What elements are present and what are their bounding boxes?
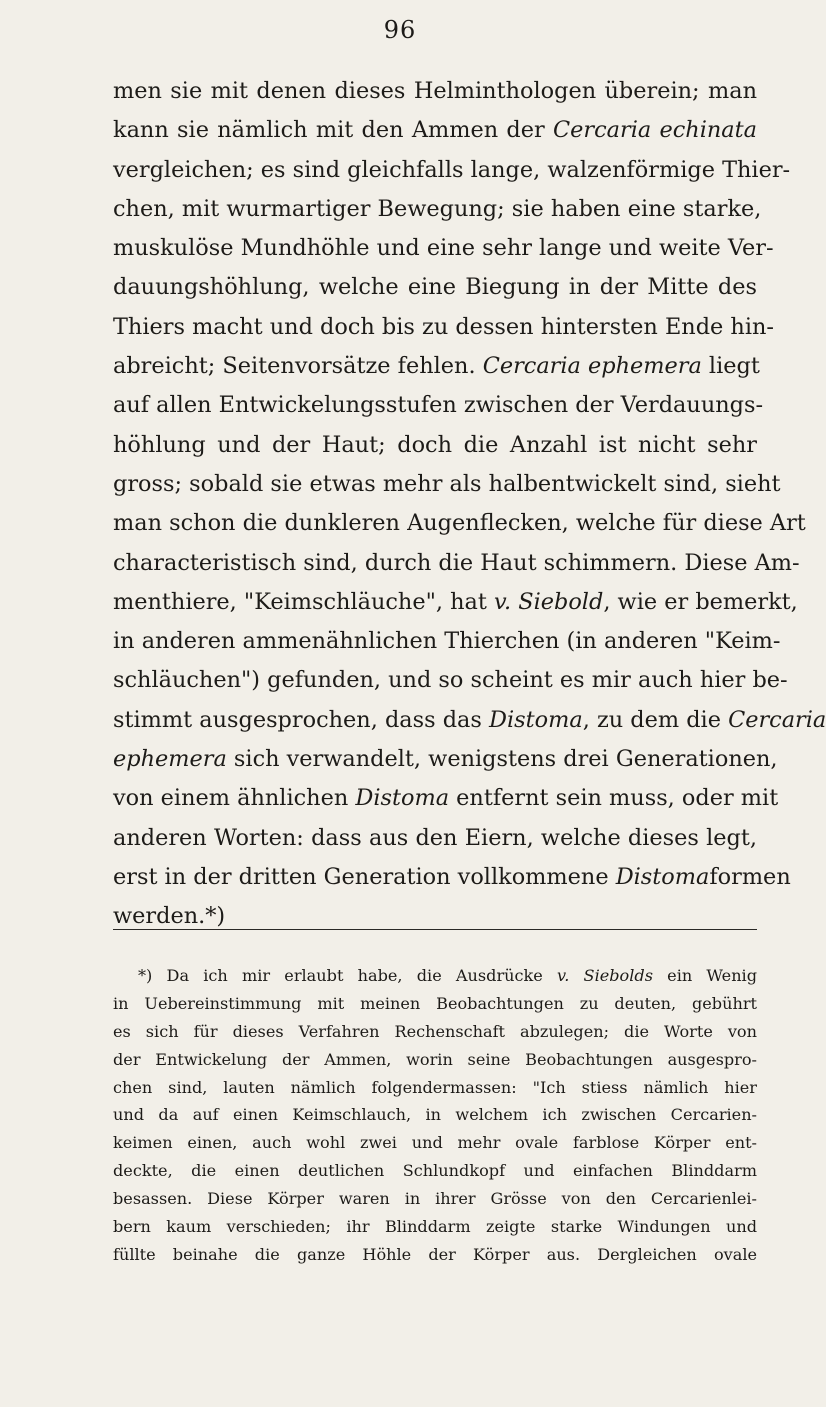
footnote-line: der Entwickelung der Ammen, worin seine Beobachtungen ausgespro- bbox=[113, 1049, 757, 1069]
footnote-line: deckte, die einen deutlichen Schlundkopf und einfachen Blinddarm bbox=[113, 1161, 757, 1181]
text-line: Thiers macht und doch bis zu dessen hintersten Ende hin- bbox=[113, 313, 774, 340]
footnote bbox=[113, 962, 757, 1269]
text-line: kann sie nämlich mit den Ammen der Cercaria echinata bbox=[113, 117, 757, 144]
text-line: abreicht; Seitenvorsätze fehlen. Cercaria ephemera liegt bbox=[113, 353, 760, 380]
text-line: werden.*) bbox=[113, 903, 226, 930]
text-line: characteristisch sind, durch die Haut schimmern. Diese Am- bbox=[113, 549, 800, 576]
footnote-line: *) Da ich mir erlaubt habe, die Ausdrücke v. Siebolds ein Wenig bbox=[138, 966, 758, 985]
text-line: stimmt ausgesprochen, dass das Distoma, zu dem die Cercaria bbox=[113, 706, 826, 733]
text-line: in anderen ammenähnlichen Thierchen (in anderen "Keim- bbox=[113, 628, 781, 655]
footnote-line: und da auf einen Keimschlauch, in welchem ich zwischen Cercarien- bbox=[113, 1105, 757, 1125]
footnote-divider bbox=[113, 929, 757, 930]
page-number: 96 bbox=[383, 16, 417, 44]
footnote-line: bern kaum verschieden; ihr Blinddarm zeigte starke Windungen und bbox=[113, 1217, 757, 1237]
text-line: anderen Worten: dass aus den Eiern, welche dieses legt, bbox=[113, 824, 757, 851]
text-line: dauungshöhlung, welche eine Biegung in der Mitte des bbox=[113, 274, 757, 301]
main-text bbox=[113, 72, 826, 937]
text-line: gross; sobald sie etwas mehr als halbentwickelt sind, sieht bbox=[113, 470, 781, 497]
footnote-line: füllte beinahe die ganze Höhle der Körper aus. Dergleichen ovale bbox=[113, 1244, 757, 1264]
text-line: höhlung und der Haut; doch die Anzahl ist nicht sehr bbox=[113, 431, 757, 458]
text-line: men sie mit denen dieses Helminthologen überein; man bbox=[113, 78, 757, 104]
text-line: von einem ähnlichen Distoma entfernt sein muss, oder mit bbox=[113, 785, 779, 812]
footnote-line: chen sind, lauten nämlich folgendermassen: "Ich stiess nämlich hier bbox=[113, 1077, 757, 1097]
footnote-line: in Uebereinstimmung mit meinen Beobachtungen zu deuten, gebührt bbox=[113, 993, 757, 1013]
footnote-line: es sich für dieses Verfahren Rechenschaft abzulegen; die Worte von bbox=[113, 1021, 757, 1041]
text-line: muskulöse Mundhöhle und eine sehr lange und weite Ver- bbox=[113, 235, 774, 262]
text-line: man schon die dunkleren Augenflecken, welche für diese Art bbox=[113, 510, 806, 537]
text-line: erst in der dritten Generation vollkommene Distomaformen bbox=[113, 863, 791, 890]
text-line: chen, mit wurmartiger Bewegung; sie haben eine starke, bbox=[113, 195, 762, 222]
footnote-line: keimen einen, auch wohl zwei und mehr ovale farblose Körper ent- bbox=[113, 1133, 757, 1153]
text-line: ephemera sich verwandelt, wenigstens drei Generationen, bbox=[113, 746, 778, 773]
text-line: menthiere, "Keimschläuche", hat v. Siebold, wie er bemerkt, bbox=[113, 588, 798, 615]
text-line: auf allen Entwickelungsstufen zwischen der Verdauungs- bbox=[113, 392, 764, 419]
text-line: vergleichen; es sind gleichfalls lange, walzenförmige Thier- bbox=[113, 156, 791, 183]
text-line: schläuchen") gefunden, und so scheint es mir auch hier be- bbox=[113, 667, 788, 694]
footnote-line: besassen. Diese Körper waren in ihrer Grösse von den Cercarienlei- bbox=[113, 1189, 757, 1209]
